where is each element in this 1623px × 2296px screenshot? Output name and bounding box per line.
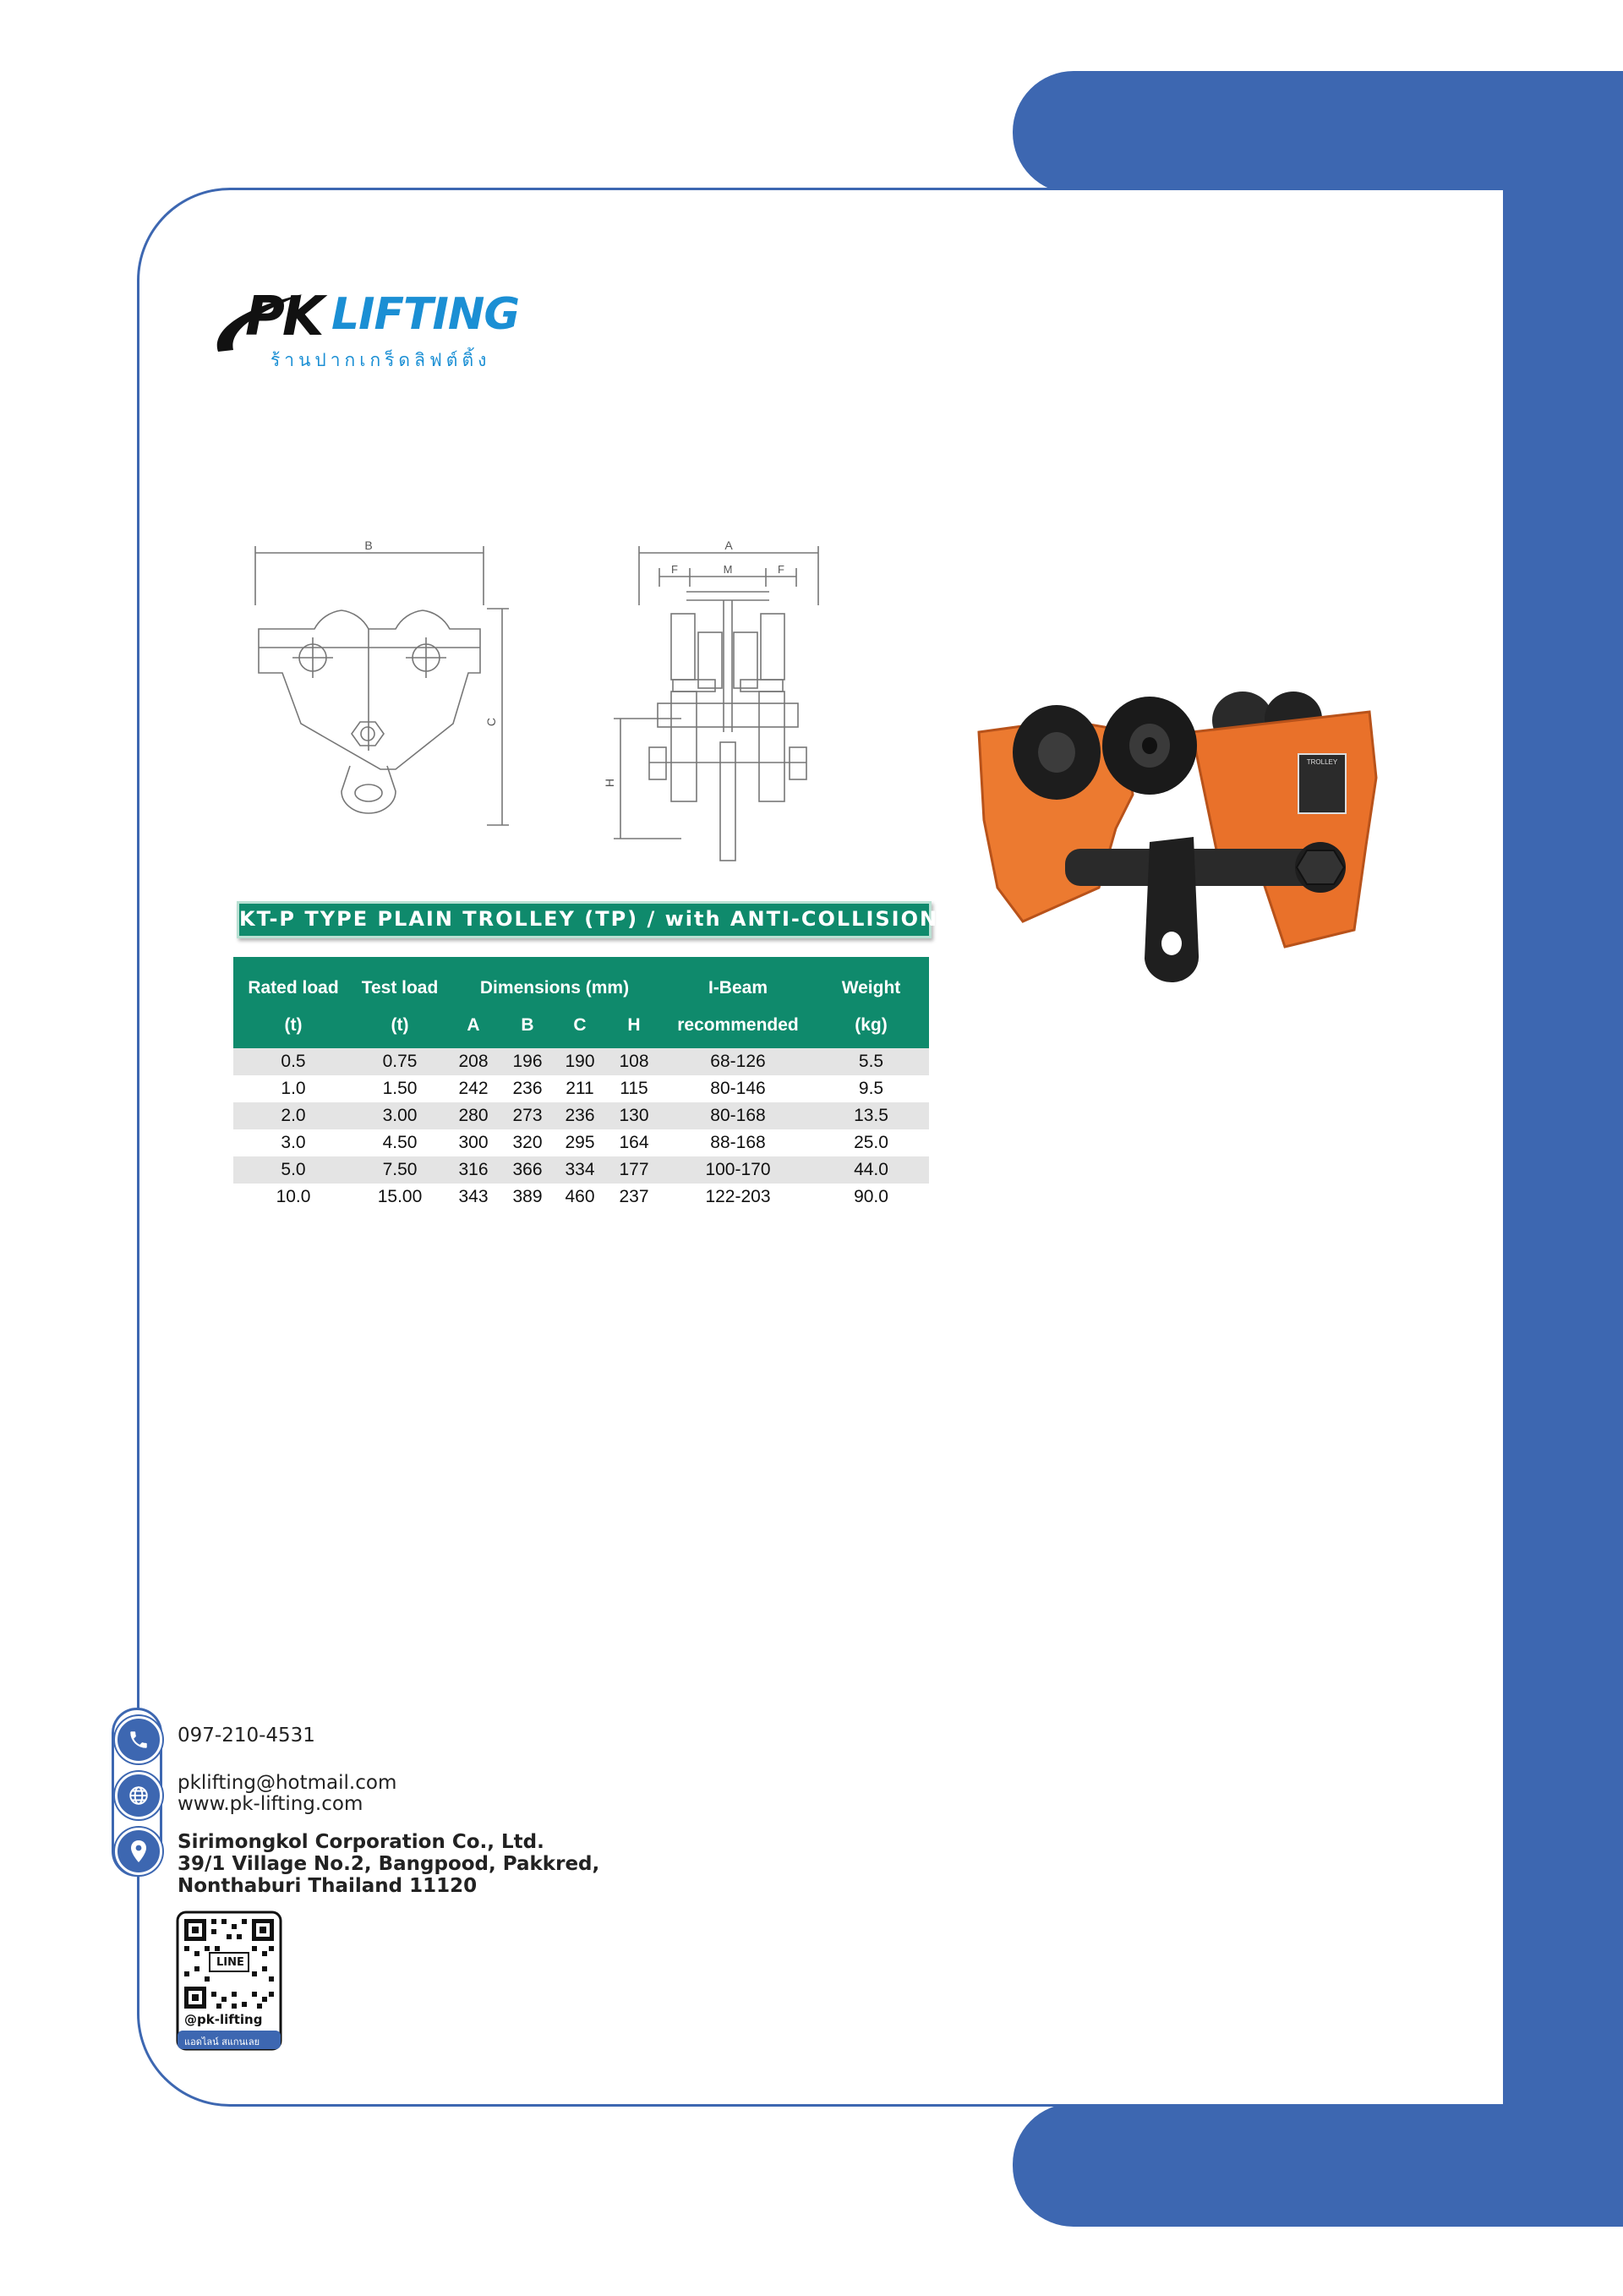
drawing-label-h: H: [603, 778, 616, 788]
phone-number[interactable]: 097-210-4531: [178, 1725, 315, 1747]
logo-pk-text: PK: [245, 286, 322, 348]
header-test-load: Test load: [353, 957, 446, 1009]
table-row: [233, 1102, 929, 1129]
cell-a: 343: [446, 1184, 500, 1211]
cell-i-beam: 88-168: [663, 1129, 813, 1156]
drawing-label-f-left: F: [671, 563, 678, 576]
logo-thai-text: ร้านปากเกร็ดลิฟต์ติ้ง: [270, 350, 491, 370]
cell-c: 334: [555, 1156, 605, 1184]
company-name: Sirimongkol Corporation Co., Ltd.: [178, 1831, 544, 1853]
cell-rated-load: 2.0: [233, 1102, 353, 1129]
globe-icon[interactable]: [115, 1772, 162, 1819]
subheader-rated-unit: (t): [233, 1009, 353, 1048]
qr-code-icon: [178, 1912, 281, 2049]
cell-a: 316: [446, 1156, 500, 1184]
cell-c: 236: [555, 1102, 605, 1129]
table-row: [233, 1048, 929, 1075]
cell-weight: 9.5: [813, 1075, 929, 1102]
cell-test-load: 4.50: [353, 1129, 446, 1156]
cell-b: 273: [500, 1102, 555, 1129]
cell-a: 242: [446, 1075, 500, 1102]
address-line-1: 39/1 Village No.2, Bangpood, Pakkred,: [178, 1853, 600, 1875]
cell-h: 164: [605, 1129, 663, 1156]
subheader-recommended: recommended: [663, 1009, 813, 1048]
cell-i-beam: 100-170: [663, 1156, 813, 1184]
qr-line-badge: LINE: [216, 1956, 244, 1969]
drawing-label-a: A: [724, 538, 733, 552]
qr-handle: @pk-lifting: [184, 2012, 263, 2027]
address-line-2: Nonthaburi Thailand 11120: [178, 1875, 478, 1897]
cell-test-load: 15.00: [353, 1184, 446, 1211]
cell-a: 280: [446, 1102, 500, 1129]
cell-a: 300: [446, 1129, 500, 1156]
cell-c: 460: [555, 1184, 605, 1211]
trolley-front-view-drawing: [250, 538, 521, 859]
cell-rated-load: 5.0: [233, 1156, 353, 1184]
website-url[interactable]: www.pk-lifting.com: [178, 1793, 363, 1815]
drawing-label-m: M: [723, 563, 733, 576]
line-qr-code[interactable]: [178, 1912, 281, 2049]
blue-frame-top: [1013, 71, 1623, 194]
pk-lifting-logo: [211, 286, 520, 379]
spec-table: [233, 957, 929, 1211]
trolley-side-view-drawing: [605, 538, 825, 859]
cell-h: 115: [605, 1075, 663, 1102]
table-header-row: [233, 957, 929, 1009]
cell-test-load: 3.00: [353, 1102, 446, 1129]
header-dimensions: Dimensions (mm): [446, 957, 663, 1009]
cell-weight: 44.0: [813, 1156, 929, 1184]
trolley-product-photo: [972, 676, 1386, 1014]
subheader-test-unit: (t): [353, 1009, 446, 1048]
phone-icon[interactable]: [115, 1716, 162, 1763]
cell-rated-load: 10.0: [233, 1184, 353, 1211]
subheader-b: B: [500, 1009, 555, 1048]
logo-lifting-text: LIFTING: [331, 289, 520, 340]
content-panel-right-edge: [1386, 190, 1503, 2104]
cell-weight: 25.0: [813, 1129, 929, 1156]
cell-b: 366: [500, 1156, 555, 1184]
table-row: [233, 1075, 929, 1102]
product-title-banner: KT-P TYPE PLAIN TROLLEY (TP) / with ANTI-COLLISION: [237, 901, 932, 938]
drawing-label-c: C: [484, 717, 498, 727]
table-row: [233, 1129, 929, 1156]
email-address[interactable]: pklifting@hotmail.com: [178, 1772, 397, 1794]
cell-b: 196: [500, 1048, 555, 1075]
table-row: [233, 1156, 929, 1184]
subheader-weight-unit: (kg): [813, 1009, 929, 1048]
cell-b: 320: [500, 1129, 555, 1156]
cell-c: 295: [555, 1129, 605, 1156]
header-weight: Weight: [813, 957, 929, 1009]
nameplate-label: TROLLEY: [1306, 758, 1338, 766]
subheader-a: A: [446, 1009, 500, 1048]
cell-test-load: 7.50: [353, 1156, 446, 1184]
cell-a: 208: [446, 1048, 500, 1075]
cell-test-load: 0.75: [353, 1048, 446, 1075]
table-subheader-row: [233, 1009, 929, 1048]
cell-i-beam: 122-203: [663, 1184, 813, 1211]
header-i-beam: I-Beam: [663, 957, 813, 1009]
cell-rated-load: 0.5: [233, 1048, 353, 1075]
cell-b: 236: [500, 1075, 555, 1102]
subheader-h: H: [605, 1009, 663, 1048]
cell-h: 237: [605, 1184, 663, 1211]
blue-frame-bottom: [1013, 2103, 1623, 2227]
cell-c: 211: [555, 1075, 605, 1102]
cell-h: 130: [605, 1102, 663, 1129]
cell-b: 389: [500, 1184, 555, 1211]
cell-weight: 90.0: [813, 1184, 929, 1211]
cell-test-load: 1.50: [353, 1075, 446, 1102]
drawing-label-f-right: F: [778, 563, 784, 576]
blue-frame-strip: [1503, 71, 1623, 2227]
cell-c: 190: [555, 1048, 605, 1075]
location-pin-icon[interactable]: [115, 1828, 162, 1875]
cell-h: 177: [605, 1156, 663, 1184]
cell-h: 108: [605, 1048, 663, 1075]
cell-i-beam: 80-168: [663, 1102, 813, 1129]
cell-rated-load: 1.0: [233, 1075, 353, 1102]
cell-i-beam: 80-146: [663, 1075, 813, 1102]
drawing-label-b: B: [364, 538, 373, 552]
cell-rated-load: 3.0: [233, 1129, 353, 1156]
qr-caption: แอดไลน์ สแกนเลย: [184, 2036, 260, 2047]
cell-weight: 13.5: [813, 1102, 929, 1129]
cell-i-beam: 68-126: [663, 1048, 813, 1075]
header-rated-load: Rated load: [233, 957, 353, 1009]
cell-weight: 5.5: [813, 1048, 929, 1075]
subheader-c: C: [555, 1009, 605, 1048]
table-row: [233, 1184, 929, 1211]
